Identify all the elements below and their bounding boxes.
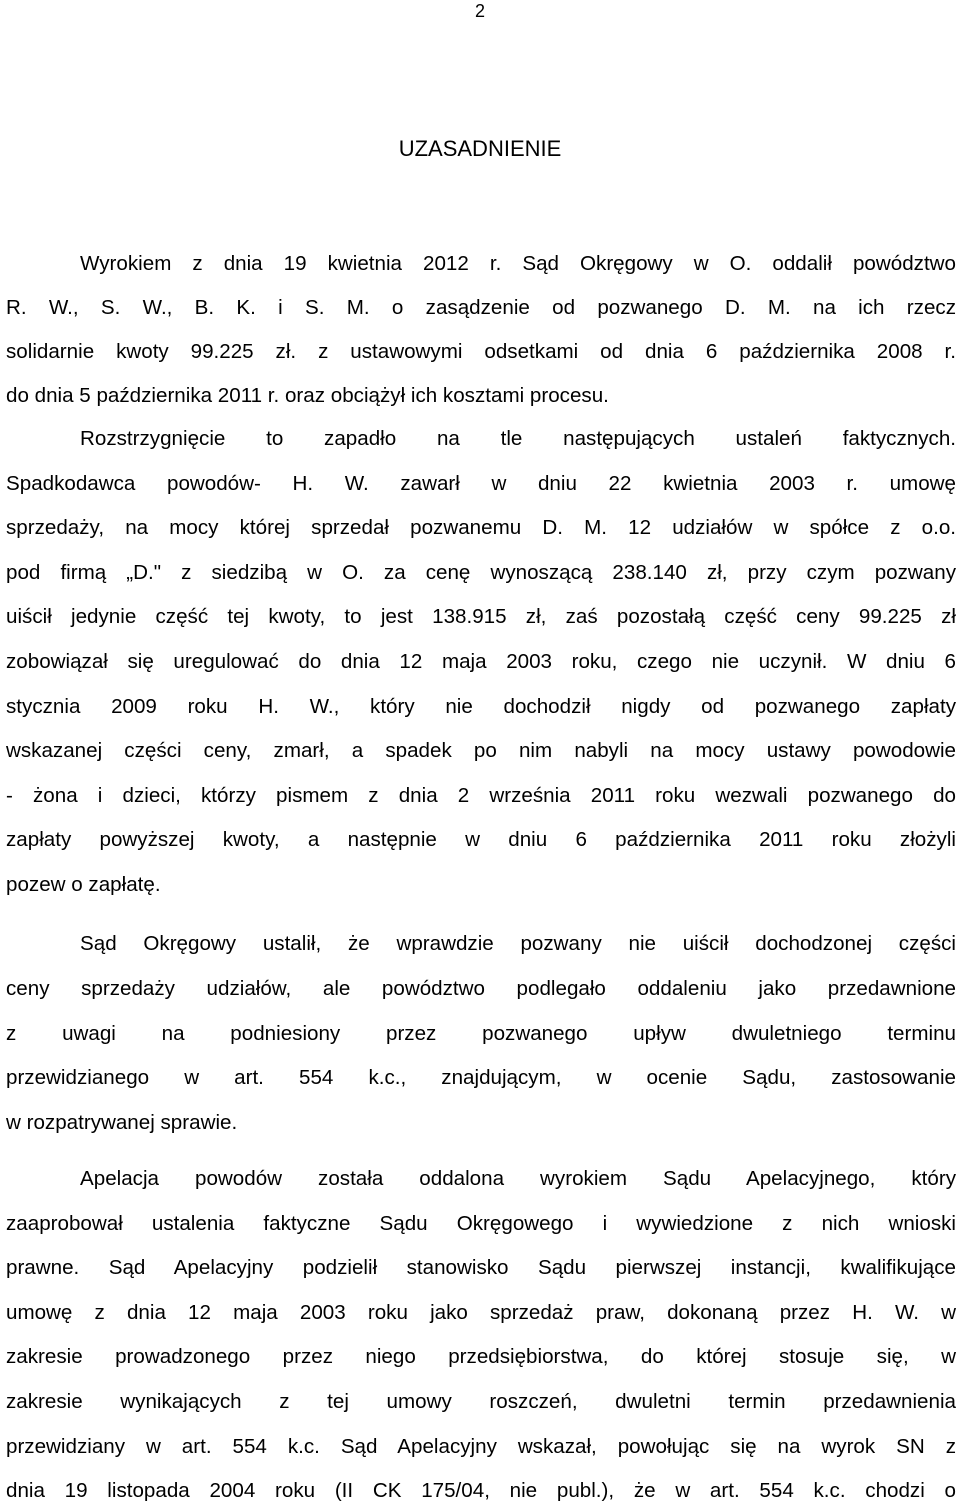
document-title: UZASADNIENIE <box>398 136 562 161</box>
page-number: 2 <box>474 1 485 21</box>
